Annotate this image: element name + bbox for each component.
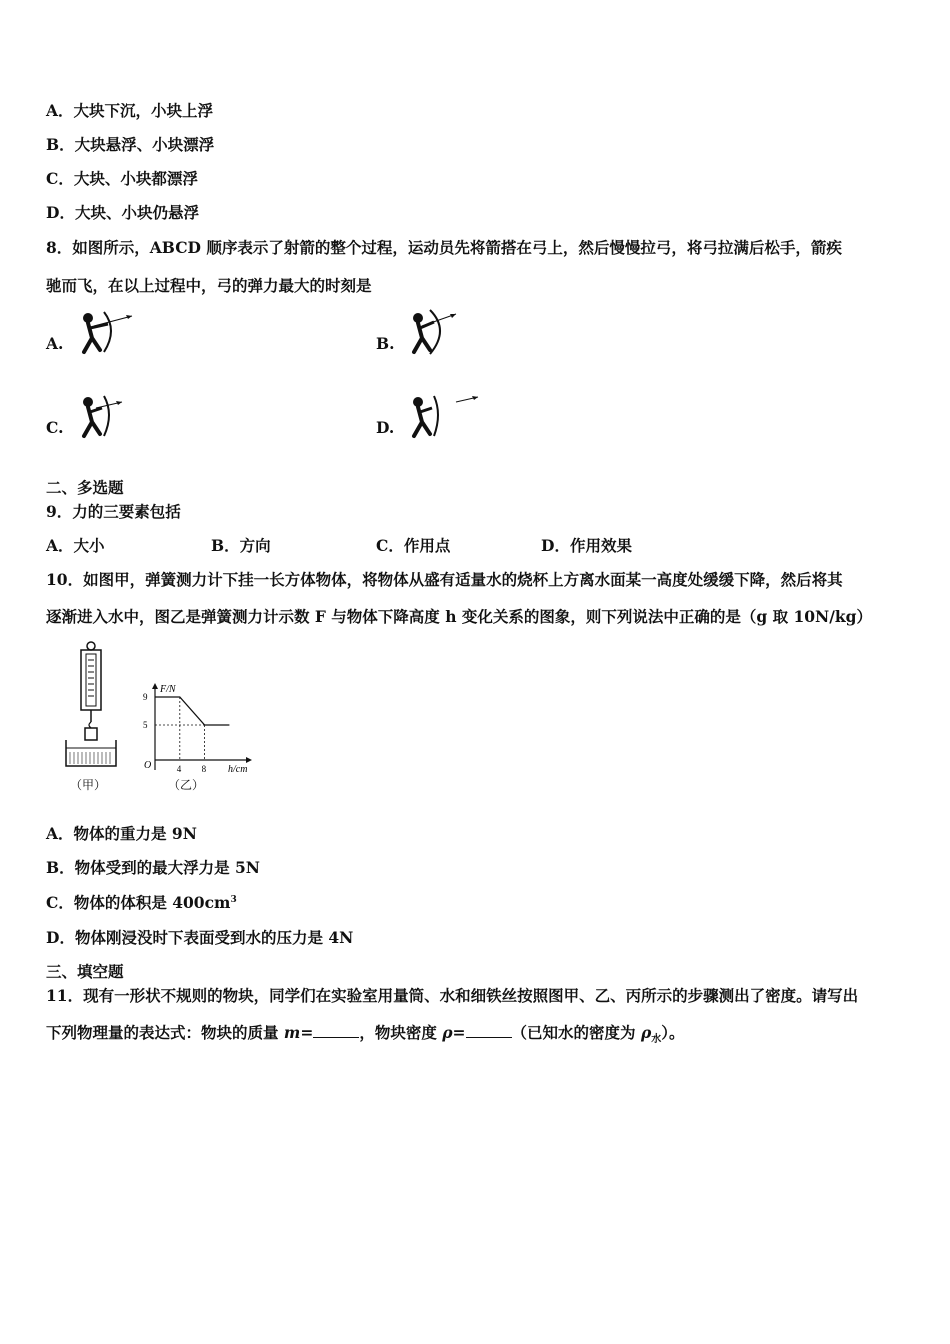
spring-scale-figure bbox=[60, 640, 120, 770]
q7-option-c: C．大块、小块都漂浮 bbox=[46, 169, 198, 188]
q11-stem-line2 bbox=[46, 1023, 685, 1050]
q11-text-b: ，物块密度 bbox=[359, 1023, 443, 1042]
q11-eq-1: = bbox=[300, 1023, 314, 1042]
q10-option-a: A．物体的重力是 9N bbox=[46, 824, 197, 843]
chart-y-axis-arrow bbox=[152, 683, 158, 689]
q11-text-a: 下列物理量的表达式：物块的质量 bbox=[46, 1023, 284, 1042]
q11-stem-line1: 11．现有一形状不规则的物块，同学们在实验室用量筒、水和细铁丝按照图甲、乙、丙所示的步骤测出了密度。请写出 bbox=[46, 986, 859, 1005]
q7-option-b: B．大块悬浮、小块漂浮 bbox=[46, 135, 215, 154]
archer-figure-c bbox=[74, 392, 138, 442]
force-height-chart bbox=[140, 680, 260, 780]
q7-option-d: D．大块、小块仍悬浮 bbox=[46, 203, 199, 222]
q8-option-d-label: D. bbox=[376, 418, 395, 437]
q10-stem-line2: 逐渐进入水中，图乙是弹簧测力计示数 F 与物体下降高度 h 变化关系的图象，则下列说法中正确的是（g 取 10N/kg） bbox=[46, 607, 872, 626]
q10-option-d: D．物体刚浸没时下表面受到水的压力是 4N bbox=[46, 928, 354, 947]
chart-x-axis-arrow bbox=[246, 757, 252, 763]
section-fill-in: 三、填空题 bbox=[46, 962, 124, 981]
q7-option-a: A．大块下沉，小块上浮 bbox=[46, 101, 214, 120]
archer-figure-a bbox=[74, 308, 138, 358]
q11-text-d: ）。 bbox=[661, 1023, 685, 1042]
q10-option-c bbox=[46, 893, 237, 913]
q8-stem-line2: 驰而飞，在以上过程中，弓的弹力最大的时刻是 bbox=[46, 276, 372, 295]
q9-option-b: B．方向 bbox=[211, 536, 271, 555]
q9-stem: 9．力的三要素包括 bbox=[46, 502, 181, 521]
q11-eq-2: = bbox=[452, 1023, 466, 1042]
chart-series-line bbox=[155, 697, 229, 725]
archer-figure-d bbox=[404, 392, 484, 442]
q11-water-density-symbol: ρ bbox=[640, 1023, 652, 1042]
q10-option-b: B．物体受到的最大浮力是 5N bbox=[46, 858, 260, 877]
chart-xlabel: h/cm bbox=[228, 764, 248, 775]
q11-density-symbol: ρ bbox=[442, 1023, 453, 1042]
q11-density-blank[interactable] bbox=[466, 1023, 512, 1038]
q9-option-a: A．大小 bbox=[46, 536, 105, 555]
q11-mass-blank[interactable] bbox=[313, 1023, 359, 1038]
q10-option-c-sup: 3 bbox=[230, 894, 237, 905]
section-multiple-choice: 二、多选题 bbox=[46, 478, 124, 497]
q8-option-c-label: C. bbox=[46, 418, 64, 437]
q8-option-a-label: A. bbox=[46, 334, 64, 353]
chart-y-tick-9: 9 bbox=[143, 692, 148, 702]
q8-option-b-label: B. bbox=[376, 334, 395, 353]
q9-option-c: C．作用点 bbox=[376, 536, 451, 555]
chart-x-tick-8: 8 bbox=[201, 764, 207, 774]
figure-yi-caption: （乙） bbox=[168, 778, 205, 792]
chart-origin-label: O bbox=[144, 760, 152, 771]
q8-stem-line1: 8．如图所示，ABCD 顺序表示了射箭的整个过程，运动员先将箭搭在弓上，然后慢慢拉弓，将弓拉满后松手，箭疾 bbox=[46, 238, 842, 257]
q11-text-c: （已知水的密度为 bbox=[511, 1023, 641, 1042]
q10-option-c-text: C．物体的体积是 400cm bbox=[46, 893, 231, 912]
figure-jia-caption: （甲） bbox=[70, 778, 107, 792]
chart-x-tick-4: 4 bbox=[176, 764, 182, 774]
chart-y-tick-5: 5 bbox=[143, 720, 148, 730]
chart-ylabel: F/N bbox=[160, 684, 176, 695]
archer-figure-b bbox=[404, 308, 468, 358]
q10-stem-line1: 10．如图甲，弹簧测力计下挂一长方体物体，将物体从盛有适量水的烧杯上方离水面某一高度处缓缓下降，然后将其 bbox=[46, 570, 843, 589]
q11-water-subscript: 水 bbox=[651, 1034, 662, 1046]
q9-option-d: D．作用效果 bbox=[541, 536, 632, 555]
q11-mass-symbol: m bbox=[283, 1023, 301, 1042]
